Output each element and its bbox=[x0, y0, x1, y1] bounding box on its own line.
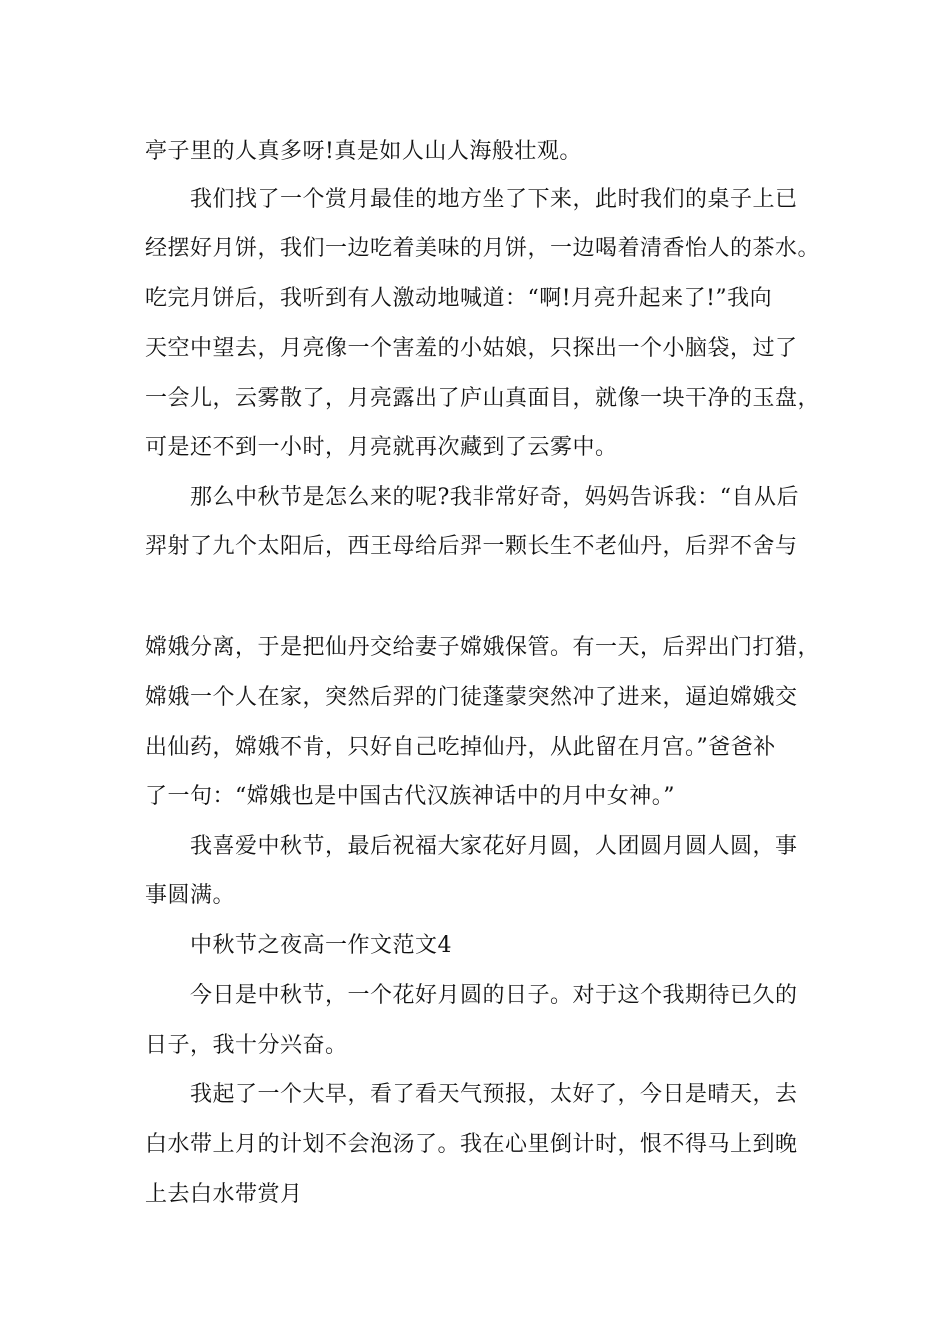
text-line: 我起了一个大早，看了看天气预报，太好了，今日是晴天，去 bbox=[190, 1082, 798, 1107]
text-line: 白水带上月的计划不会泡汤了。我在心里倒计时，恨不得马上到晚 bbox=[145, 1132, 798, 1157]
text-line: 一会儿，云雾散了，月亮露出了庐山真面目，就像一块干净的玉盘， bbox=[145, 386, 821, 411]
text-line: 吃完月饼后，我听到有人激动地喊道：“啊!月亮升起来了!”我向 bbox=[145, 286, 773, 311]
text-line: 我喜爱中秋节，最后祝福大家花好月圆，人团圆月圆人圆，事 bbox=[190, 834, 798, 859]
section-heading: 中秋节之夜高一作文范文4 bbox=[190, 933, 452, 958]
text-line: 可是还不到一小时，月亮就再次藏到了云雾中。 bbox=[145, 435, 618, 460]
text-line: 今日是中秋节，一个花好月圆的日子。对于这个我期待已久的 bbox=[190, 983, 798, 1008]
text-line: 嫦娥一个人在家，突然后羿的门徒蓬蒙突然冲了进来，逼迫嫦娥交 bbox=[145, 685, 798, 710]
text-line: 事圆满。 bbox=[145, 883, 236, 908]
text-line: 羿射了九个太阳后，西王母给后羿一颗长生不老仙丹，后羿不舍与 bbox=[145, 534, 798, 559]
text-line: 我们找了一个赏月最佳的地方坐了下来，此时我们的桌子上已 bbox=[190, 187, 798, 212]
text-line: 上去白水带赏月 bbox=[145, 1182, 303, 1207]
text-line: 了一句：“嫦娥也是中国古代汉族神话中的月中女神。” bbox=[145, 784, 675, 809]
text-line: 那么中秋节是怎么来的呢?我非常好奇，妈妈告诉我：“自从后 bbox=[190, 485, 800, 510]
text-line: 亭子里的人真多呀!真是如人山人海般壮观。 bbox=[145, 139, 582, 164]
text-line: 日子，我十分兴奋。 bbox=[145, 1033, 348, 1058]
text-line: 出仙药，嫦娥不肯，只好自己吃掉仙丹，从此留在月宫。”爸爸补 bbox=[145, 735, 776, 760]
text-line: 经摆好月饼，我们一边吃着美味的月饼，一边喝着清香怡人的茶水。 bbox=[145, 236, 821, 261]
text-line: 嫦娥分离，于是把仙丹交给妻子嫦娥保管。有一天，后羿出门打猎， bbox=[145, 635, 821, 660]
text-line: 天空中望去，月亮像一个害羞的小姑娘，只探出一个小脑袋，过了 bbox=[145, 336, 798, 361]
